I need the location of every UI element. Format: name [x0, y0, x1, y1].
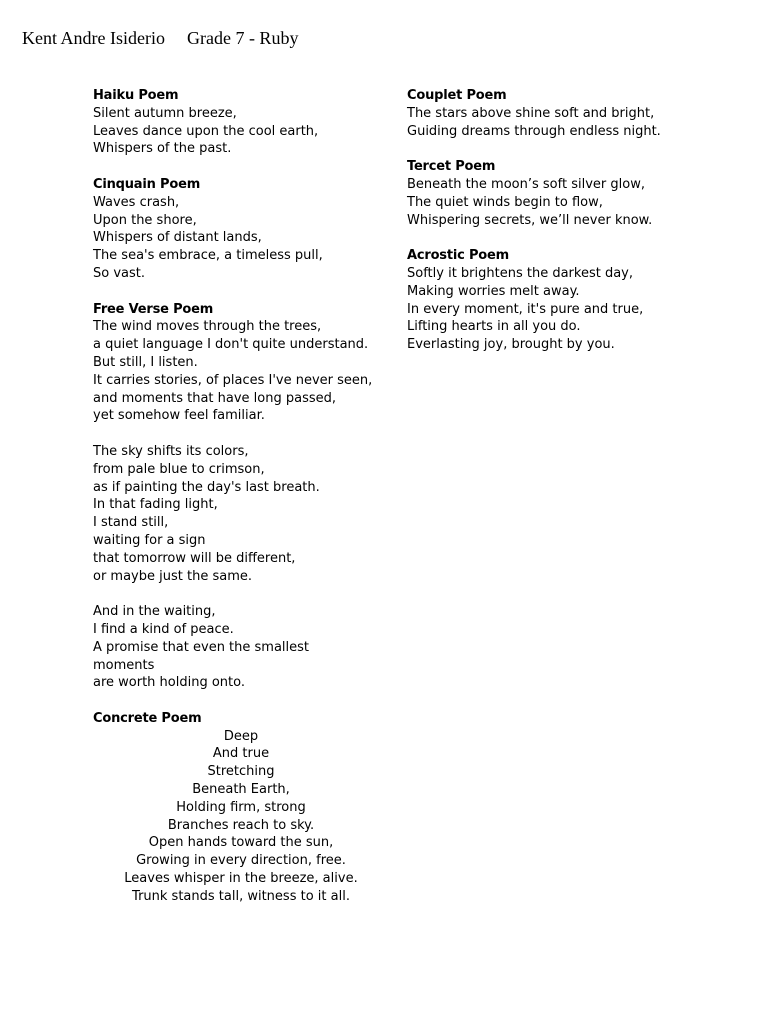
- poem-line: are worth holding onto.: [93, 675, 245, 691]
- poem-line: and moments that have long passed,: [93, 390, 337, 406]
- poem-title: Tercet Poem: [407, 159, 496, 175]
- poem-line: Making worries melt away.: [407, 283, 580, 299]
- poem-line: The stars above shine soft and bright,: [407, 105, 655, 121]
- poem-title: Free Verse Poem: [93, 301, 214, 317]
- poem-line: Deep: [223, 728, 259, 744]
- poem-title: Couplet Poem: [407, 88, 507, 103]
- poem-line: And in the waiting,: [93, 604, 216, 620]
- stanza-break: [93, 585, 383, 603]
- poem-title: Cinquain Poem: [93, 176, 201, 192]
- poem-title: Acrostic Poem: [407, 248, 509, 264]
- poem-line: A promise that even the smallest: [93, 639, 310, 655]
- poem-line: Beneath the moon’s soft silver glow,: [407, 176, 645, 192]
- poem-line: Stretching: [207, 764, 275, 780]
- poem-line: In every moment, it's pure and true,: [407, 301, 644, 317]
- poem-line: a quiet language I don't quite understand.: [93, 337, 369, 353]
- poem-line: Whispers of distant lands,: [93, 230, 262, 246]
- concrete-poem: [93, 710, 383, 906]
- poem-title: Haiku Poem: [93, 88, 179, 103]
- poem-line: Trunk stands tall, witness to it all.: [132, 888, 350, 904]
- poem-line: Leaves dance upon the cool earth,: [93, 123, 319, 139]
- couplet-poem: [407, 87, 737, 140]
- poem-line: Everlasting joy, brought by you.: [407, 337, 615, 353]
- cinquain-poem: [93, 176, 383, 283]
- poem-line: Growing in every direction, free.: [136, 853, 346, 869]
- poem-line: The sky shifts its colors,: [93, 443, 249, 459]
- document-header: [22, 27, 298, 49]
- poem-line: In that fading light,: [93, 497, 218, 513]
- grade-label: Grade 7 - Ruby: [186, 28, 299, 48]
- poem-line: Open hands toward the sun,: [148, 835, 334, 851]
- poem-line: I stand still,: [93, 515, 169, 531]
- poem-line: from pale blue to crimson,: [93, 461, 265, 477]
- poem-line: I find a kind of peace.: [93, 621, 234, 637]
- poem-line: Upon the shore,: [93, 212, 197, 228]
- stanza-break: [93, 425, 383, 443]
- poem-line: as if painting the day's last breath.: [93, 479, 320, 495]
- tercet-poem: [407, 158, 737, 229]
- left-column: [93, 87, 383, 923]
- acrostic-poem: [407, 247, 737, 354]
- poem-title: Concrete Poem: [93, 710, 202, 726]
- poem-line: But still, I listen.: [93, 354, 198, 370]
- poem-line: or maybe just the same.: [93, 568, 252, 584]
- poem-line: And true: [212, 746, 270, 762]
- poem-line: The wind moves through the trees,: [93, 319, 322, 335]
- poem-line: Holding firm, strong: [176, 799, 306, 815]
- author-name: Kent Andre Isiderio: [22, 28, 165, 48]
- poem-line: Beneath Earth,: [192, 782, 290, 798]
- poem-line: Leaves whisper in the breeze, alive.: [124, 871, 358, 887]
- poem-line: The sea's embrace, a timeless pull,: [93, 248, 323, 264]
- poem-line: that tomorrow will be different,: [93, 550, 296, 566]
- poem-line: Softly it brightens the darkest day,: [407, 265, 634, 281]
- poem-line: So vast.: [93, 265, 145, 281]
- poem-line: It carries stories, of places I've never seen,: [93, 372, 373, 388]
- poem-line: Waves crash,: [93, 194, 180, 210]
- poem-line: waiting for a sign: [93, 532, 206, 548]
- poem-line: Branches reach to sky.: [167, 817, 315, 833]
- poem-line: moments: [93, 657, 155, 673]
- poem-line: Guiding dreams through endless night.: [407, 123, 661, 139]
- poem-line: Lifting hearts in all you do.: [407, 319, 581, 335]
- poem-line: Whispers of the past.: [93, 141, 232, 157]
- poem-line: The quiet winds begin to flow,: [407, 194, 603, 210]
- poem-line: Silent autumn breeze,: [93, 105, 237, 121]
- poem-line: yet somehow feel familiar.: [93, 408, 265, 424]
- free-verse-poem: [93, 301, 383, 693]
- haiku-poem: [93, 87, 383, 158]
- right-column: [407, 87, 737, 372]
- poem-line: Whispering secrets, we’ll never know.: [407, 212, 653, 228]
